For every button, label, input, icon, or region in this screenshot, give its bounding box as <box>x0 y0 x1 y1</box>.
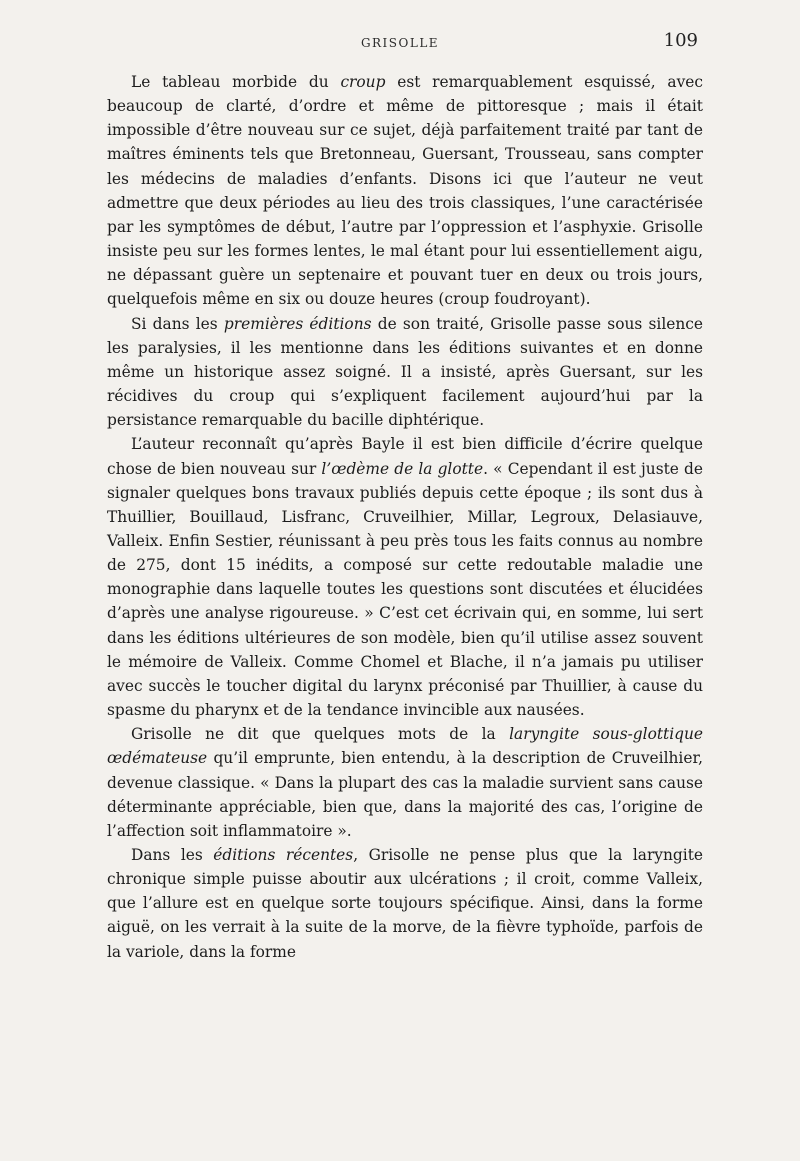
italic-term: croup <box>340 73 386 91</box>
paragraph-text: L’auteur reconnaît qu’après Bayle il est bien difficile d’écrire quelque chose de bien nouveau sur <box>107 435 703 478</box>
paragraph-text: Grisolle ne dit que quelques mots de la <box>131 725 510 744</box>
italic-term: éditions récentes <box>213 846 354 864</box>
paragraph-text: de son traité, Grisolle passe sous silence les paralysies, il les mentionne dans les éditions suivantes et en donne même un historique assez soigné. Il a insisté, après Guersant, sur les récidives du croup qui s’expliquent facilement aujourd’hui par la persistance remarquable du bacille diphtérique. <box>107 314 703 430</box>
italic-term: l’œdème de la glotte <box>321 459 484 478</box>
paragraph-croup <box>107 70 703 312</box>
paragraph-text: Si dans les <box>131 314 224 333</box>
paragraph-text: est remarquablement esquissé, avec beaucoup de clarté, d’ordre et même de pittoresque ; mais il était impossible d’être nouveau sur ce sujet, déjà parfaitement traité par tant de maîtres éminents tels que Bretonneau, Guersant, Trousseau, sans compter les médecins de maladies d’enfants. Disons ici que l’auteur ne veut admettre que deux périodes au lieu des trois classiques, l’une caractérisée par les symptômes de début, l’autre par l’oppression et l’asphyxie. Grisolle insiste peu sur les formes lentes, le mal étant pour lui essentiellement aigu, ne dépassant guère un septenaire et pouvant tuer en deux ou trois jours, quelquefois même en six ou douze heures (croup foudroyant). <box>107 73 703 309</box>
paragraph-text: . « Cependant il est juste de signaler quelques bons travaux publiés depuis cette époque ; ils sont dus à Thuillier, Bouillaud, Lisfranc, Cruveilhier, Millar, Legroux, Delasiauve, Valleix. Enfin Sestier, réunissant à peu près tous les faits connus au nombre de 275, dont 15 inédits, a composé sur cette redoutable maladie une monographie dans laquelle toutes les questions sont discutées et élucidées d’après une analyse rigoureuse. » C’est cet écrivain qui, en somme, lui sert dans les éditions ultérieures de son modèle, bien qu’il utilise assez souvent le mémoire de Valleix. Comme Chomel et Blache, il n’a jamais pu utiliser avec succès le toucher digital du larynx préconisé par Thuillier, à cause du spasme du pharynx et de la tendance invincible aux nausées. <box>107 459 704 720</box>
paragraph-paralysies <box>107 312 703 433</box>
page-number: 109 <box>663 30 698 51</box>
italic-term: premières éditions <box>223 314 372 333</box>
body-text <box>107 70 703 964</box>
paragraph-text: qu’il emprunte, bien entendu, à la description de Cruveilhier, devenue classique. « Dans la plupart des cas la maladie survient sans cause déterminante appréciable, bien que, dans la majorité des cas, l’origine de l’affection soit inflammatoire ». <box>107 749 703 840</box>
paragraph-editions-recentes <box>107 843 703 964</box>
italic-term: laryngite sous-glottique œdémateuse <box>107 725 703 768</box>
paragraph-laryngite-sous-glottique <box>107 722 703 843</box>
running-title: GRISOLLE <box>360 36 440 50</box>
paragraph-text: Dans les <box>131 846 214 864</box>
paragraph-text: Le tableau morbide du <box>131 73 341 91</box>
paragraph-text: , Grisolle ne pense plus que la laryngite chronique simple puisse aboutir aux ulcérations ; il croit, comme Valleix, que l’allure est en quelque sorte toujours spécifique. Ainsi, dans la forme aiguë, on les verrait à la suite de la morve, de la fièvre typhoïde, parfois de la variole, dans la forme <box>107 846 703 961</box>
paragraph-oedeme-glotte <box>107 432 703 722</box>
